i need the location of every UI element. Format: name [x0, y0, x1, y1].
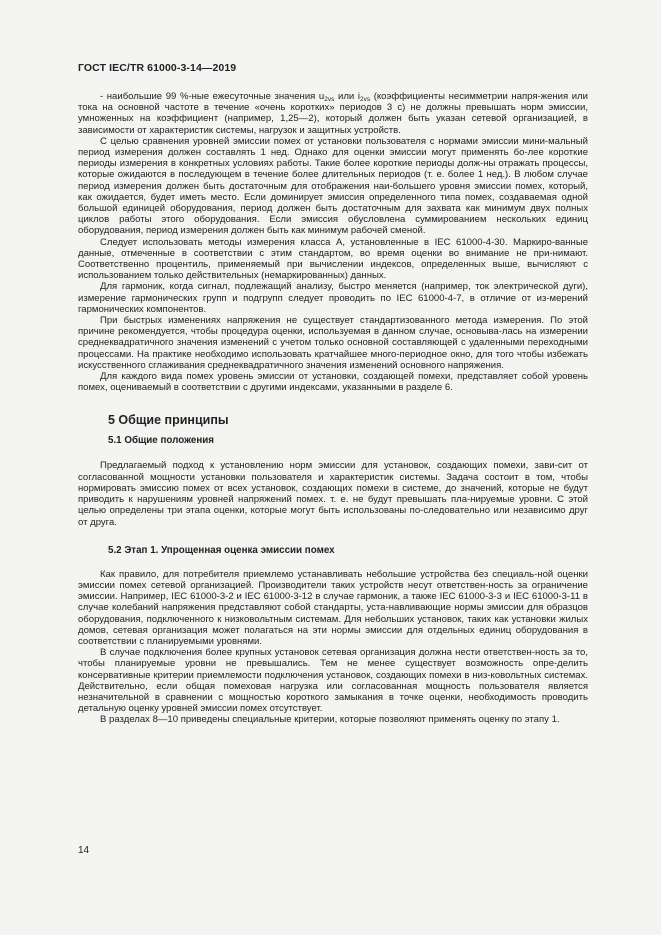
subscript: 2vs [324, 96, 335, 103]
paragraph: С целью сравнения уровней эмиссии помех от установки пользователя с нормами эмиссии мини-мальный период измерения должен составлять 1 нед. Однако для оценки эмиссии могут применять бо-лее короткие периоды измерения в конкретных условиях работы. Такие более короткие периоды долж-ны отражать процессы, которые ожидаются в последующем в течение более длительных периодов (т. е. более 1 нед.). В любом случае период измерения должен быть достаточным для отображения наи-большего уровня эмиссии помех, который, как ожидается, будет иметь место. Если доминирует эмиссия определенного типа помех, создаваемая одной большой единицей оборудования, период должен быть достаточным для захвата как минимум двух полных циклов работы этого оборудования. Если эмиссия обусловлена суммированием нескольких единиц оборудования, период измерения должен быть как минимум рабочей сменой. [78, 135, 588, 237]
paragraph: В разделах 8—10 приведены специальные критерии, которые позволяют применять оценку по этапу 1. [100, 714, 560, 726]
document-body [78, 91, 588, 726]
text: (коэффициенты несимметрии напря-жения или тока на основной частоте в течение «очень коротких» периодов 3 с) не должны превышать норм эмиссии, умноженных на коэффициент (например, 1,25—2), который должен быть указан сетевой организацией, в зависимости от характеристик системы, нагрузок и защитных устройств. [78, 91, 589, 136]
page-number: 14 [78, 845, 90, 856]
section-5-2-heading: 5.2 Этап 1. Упрощенная оценка эмиссии помех [108, 544, 335, 556]
text: - наибольшие 99 %-ные ежесуточные значения u [100, 91, 325, 102]
paragraph: Для каждого вида помех уровень эмиссии от установки, создающей помехи, представляет собой уровень помех, оцениваемый в соответствии с другими индексами, указанными в разделе 6. [78, 371, 588, 394]
subscript: 2vs [359, 96, 371, 103]
paragraph: Для гармоник, когда сигнал, подлежащий анализу, быстро меняется (например, ток электрической дуги), измерение гармонических групп и подгрупп следует проводить по IEC 61000-4-7, в отличие от из-мерений гармонических компонентов. [78, 281, 588, 315]
paragraph: В случае подключения более крупных установок сетевая организация должна нести ответствен-ность за то, чтобы планируемые уровни не превышались. Тем не менее существует возможность опре-делить консервативные критерии приемлемости подключения установок, создающих помехи в низ-ковольтных системах. Действительно, если общая помеховая нагрузка или согласованная мощность пользователя является незначительной в сравнении с мощностью короткого замыкания в точке оценки, необходимость проводить детальную оценку уровней эмиссии помех отсутствует. [78, 647, 588, 715]
section-5-1-heading: 5.1 Общие положения [108, 435, 215, 447]
paragraph: Следует использовать методы измерения класса А, установленные в IEC 61000-4-30. Маркиро-ванные данные, отмеченные в соответствии с этим стандартом, во время оценки во внимание не при-нимают. Соответственно процентиль, применяемый при вычислении индексов, определенных выше, вычисляют с использованием только действительных (немаркированных) данных. [78, 236, 588, 282]
paragraph-indices [78, 91, 588, 136]
paragraph: Как правило, для потребителя приемлемо устанавливать небольшие устройства без специаль-ной оценки эмиссии помех сетевой организацией. Производители таких устройств несут ответствен-ность за ограничение эмиссии. Например, IEC 61000-3-2 и IEC 61000-3-12 в случае гармоник, а также IEC 61000-3-3 и IEC 61000-3-11 в случае колебаний напряжения представляют собой стандарты, уста-навливающие нормы эмиссии для образцов оборудования, подключенного к низковольтным системам. Для небольших установок, таких как установки жилых домов, сетевая организация может полагаться на эти нормы эмиссии для отдельных единиц оборудования в соответствии с планируемыми уровнями. [78, 568, 588, 647]
document-header: ГОСТ IEC/TR 61000-3-14—2019 [78, 62, 237, 74]
paragraph: Предлагаемый подход к установлению норм эмиссии для установок, создающих помехи, зави-сит от согласованной мощности установки пользователя и характеристик системы. Задача состоит в том, чтобы нормировать эмиссию помех от всех установок, создающих помехи в системе, до значений, которые не будут приводить к нарушениям уровней напряжений помех. т. е. не будут превышать пла-нируемые уровни. С этой целью определены три этапа оценки, которые могут быть использованы по-следовательно или независимо друг от друга. [78, 460, 588, 528]
section-5-heading: 5 Общие принципы [108, 413, 229, 428]
text: или i [334, 91, 360, 102]
paragraph: При быстрых изменениях напряжения не существует стандартизованного метода измерения. По этой причине рекомендуется, чтобы процедура оценки, используемая в данном случае, основыва-лась на измерении среднеквадратичного значения изменений с учетом только основной составляющей с удаленными переходными процессами. На практике необходимо использовать кратчайшее много-периодное окно, для того чтобы избежать искусственного сглаживания среднеквадратичного значения изменений основного напряжения. [78, 315, 588, 371]
